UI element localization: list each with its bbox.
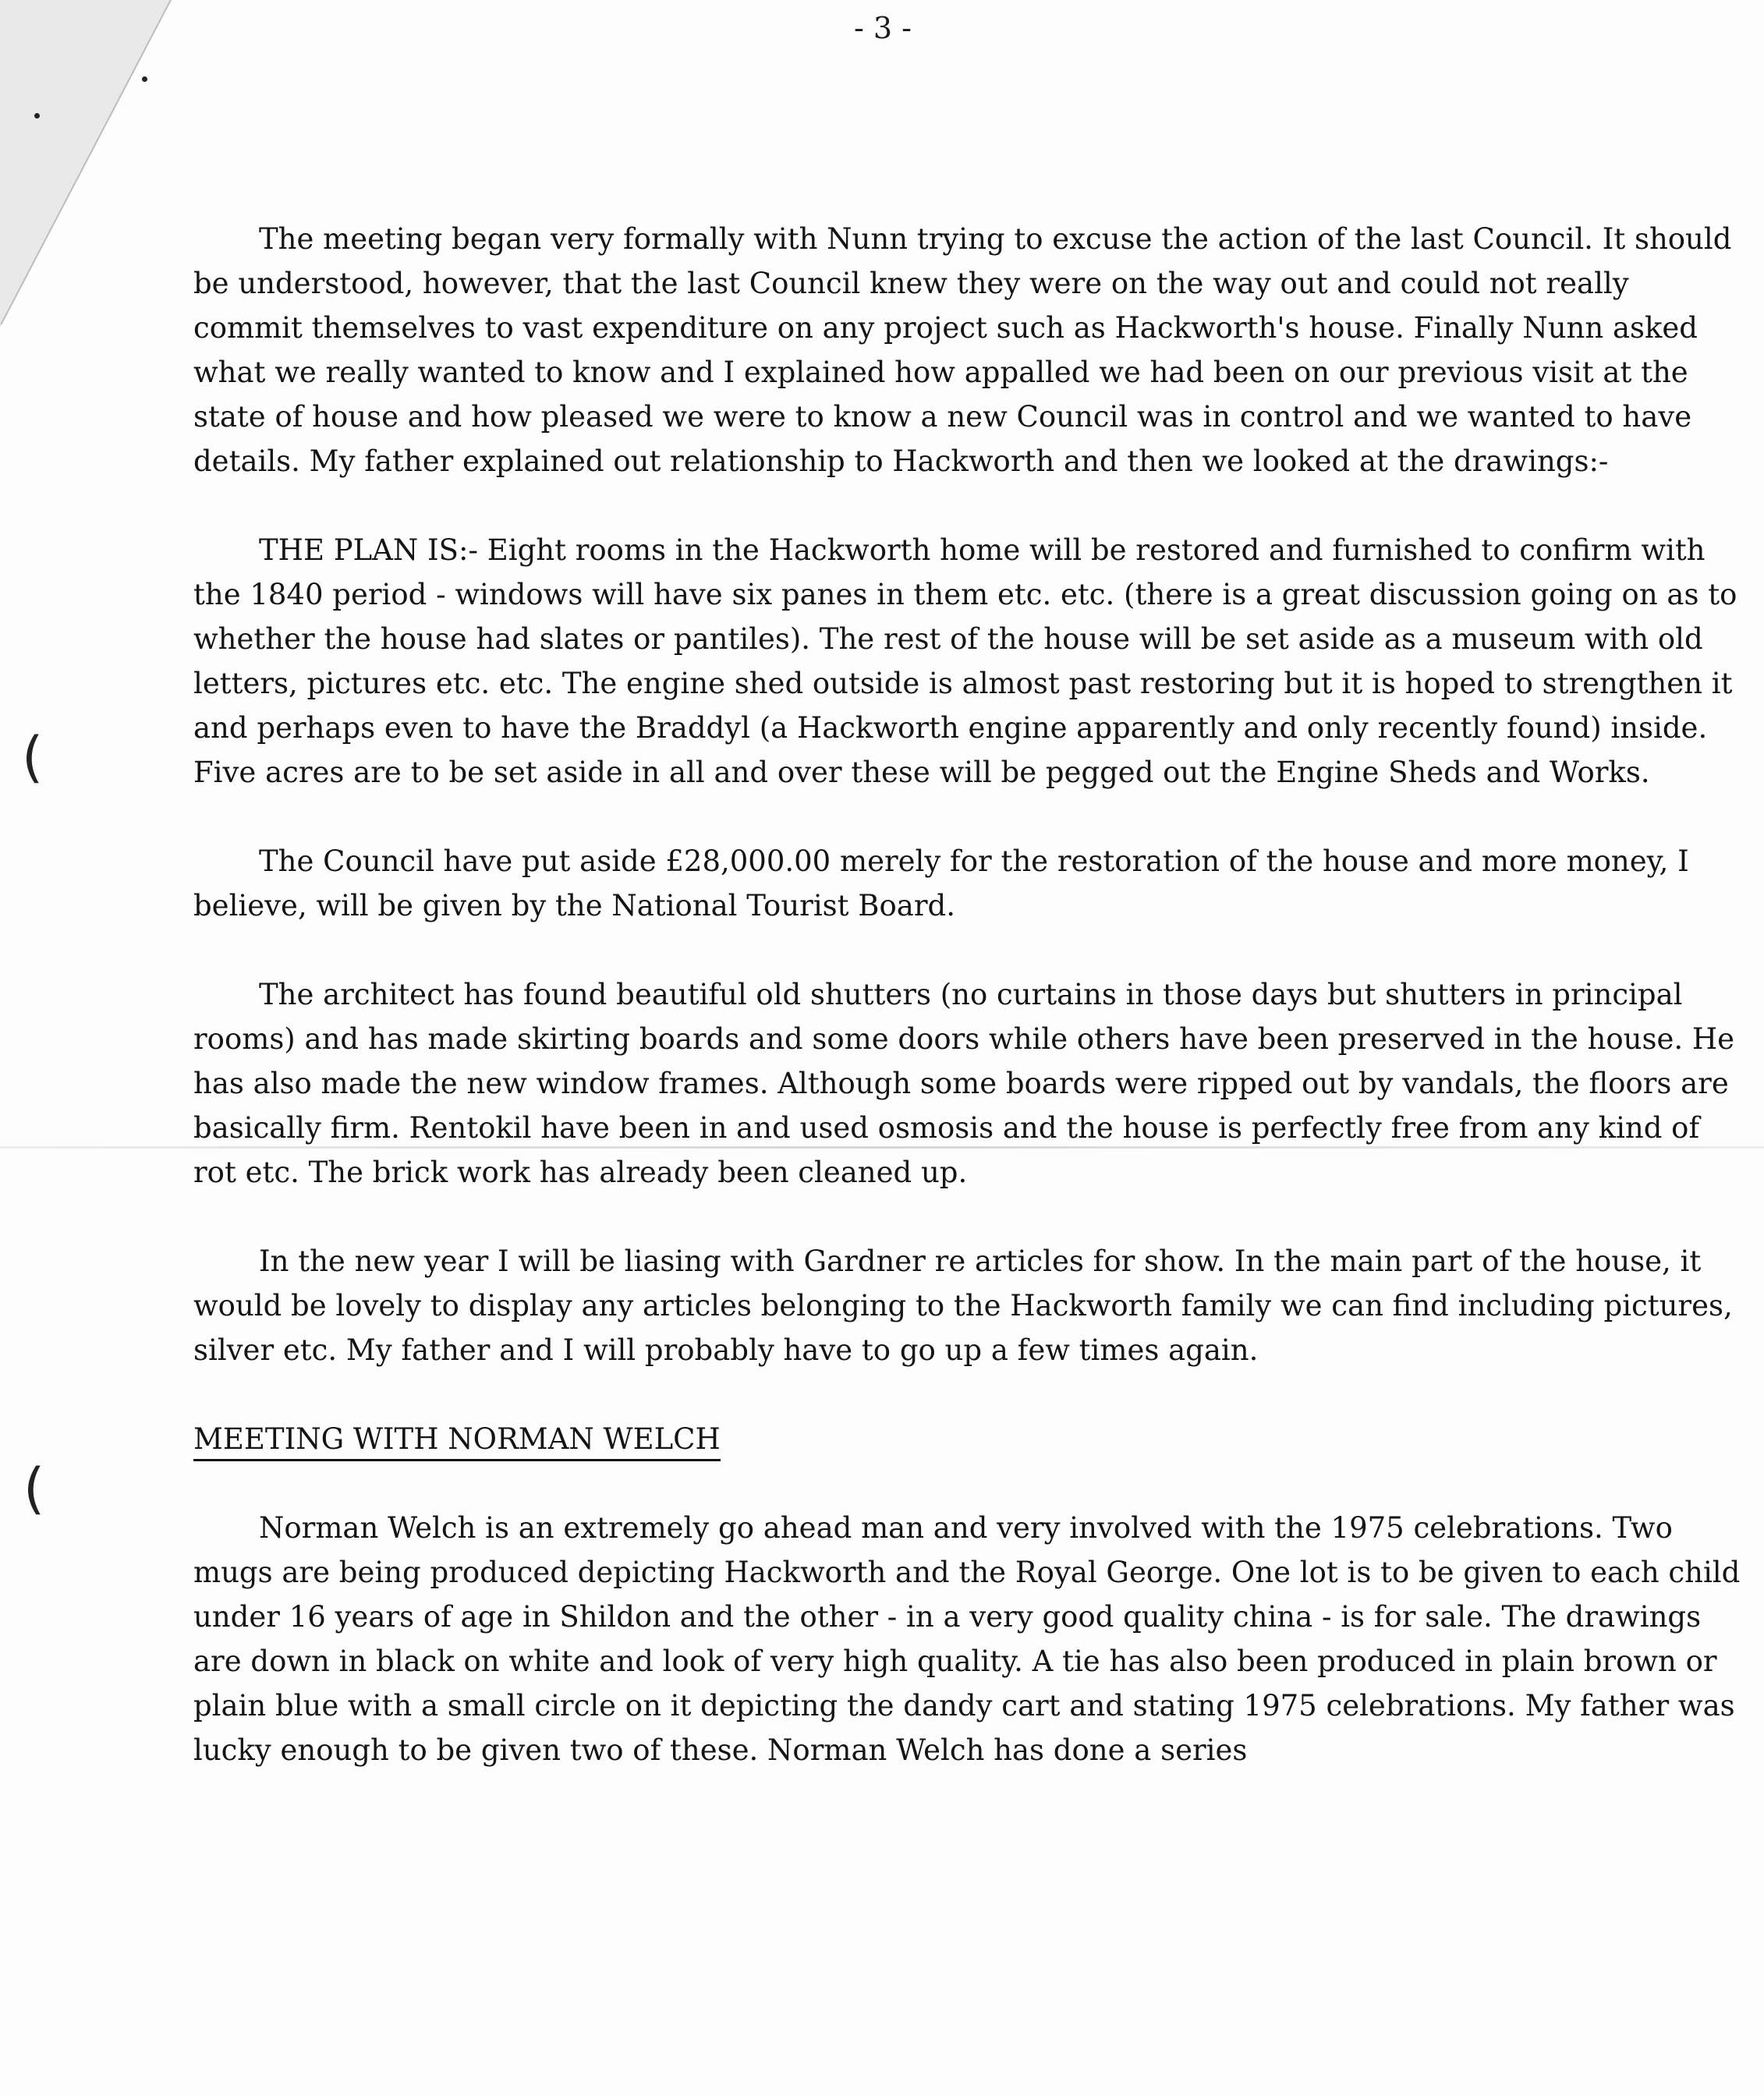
paragraph-the-plan: THE PLAN IS:- Eight rooms in the Hackworth home will be restored and furnished to confirm with the 1840 period - windows will have six panes in them etc. etc. (there is a great discussion going on as to whether the house had slates or pantiles). The rest of the house will be set aside as a museum with old letters, pictures etc. etc. The engine shed outside is almost past restoring but it is hoped to strengthen it and perhaps even to have the Braddyl (a Hackworth engine apparently and only recently found) inside. Five acres are to be set aside in all and over these will be pegged out the Engine Sheds and Works.: [193, 533, 1737, 789]
page-number: - 3 -: [854, 11, 912, 45]
paragraph-council-meeting: The meeting began very formally with Nunn trying to excuse the action of the last Council. It should be understood, however, that the last Council knew they were on the way out and could not really commit themselves to vast expenditure on any project such as Hackworth's house. Finally Nunn asked what we really wanted to know and I explained how appalled we had been on our previous visit at the state of house and how pleased we were to know a new Council was in control and we wanted to have details. My father explained out relationship to Hackworth and then we looked at the drawings:-: [193, 222, 1732, 478]
section-heading-norman-welch: MEETING WITH NORMAN WELCH: [193, 1420, 721, 1461]
margin-bracket-mark: (: [23, 1457, 45, 1521]
paragraph-architect: The architect has found beautiful old shutters (no curtains in those days but shutters in principal rooms) and has made skirting boards and some doors while others have been preserved in the house. He has also made the new window frames. Although some boards were ripped out by vandals, the floors are basically firm. Rentokil have been in and used osmosis and the house is perfectly free from any kind of rot etc. The brick work has already been cleaned up.: [193, 978, 1735, 1189]
document-body: [193, 217, 1745, 1817]
paragraph-norman-welch: Norman Welch is an extremely go ahead man and very involved with the 1975 celebrations. Two mugs are being produced depicting Hackworth and the Royal George. One lot is to be given to each child under 16 years of age in Shildon and the other - in a very good quality china - is for sale. The drawings are down in black on white and look of very high quality. A tie has also been produced in plain brown or plain blue with a small circle on it depicting the dandy cart and stating 1975 celebrations. My father was lucky enough to be given two of these. Norman Welch has done a series: [193, 1511, 1741, 1767]
margin-bracket-mark: (: [22, 725, 44, 789]
ink-speck: [142, 76, 147, 82]
paragraph-new-year: In the new year I will be liasing with Gardner re articles for show. In the main part of the house, it would be lovely to display any articles belonging to the Hackworth family we can find including pictures, silver etc. My father and I will probably have to go up a few times again.: [193, 1244, 1733, 1367]
paragraph-council-funding: The Council have put aside £28,000.00 merely for the restoration of the house and more money, I believe, will be given by the National Tourist Board.: [193, 844, 1689, 922]
ink-speck: [34, 113, 40, 119]
